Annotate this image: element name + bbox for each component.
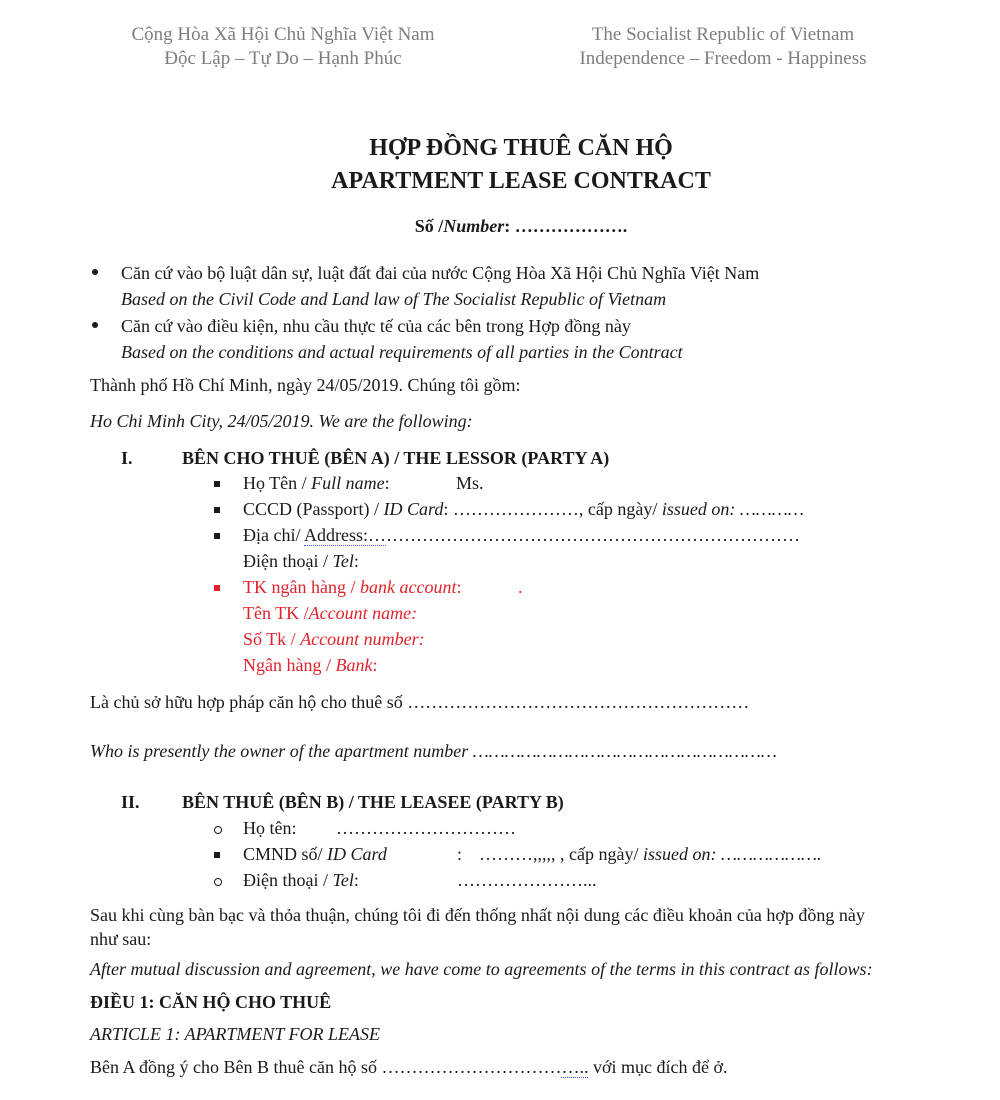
article-1-body (90, 1057, 728, 1078)
national-motto-vi: Độc Lập – Tự Do – Hạnh Phúc (164, 48, 402, 69)
national-name-en: The Socialist Republic of Vietnam (591, 24, 855, 45)
party-a-tel-label-en: Tel (332, 551, 354, 571)
party-a-address-label-en: Address:… (304, 525, 386, 545)
party-b-name-value: ………………………… (336, 818, 516, 838)
party-a-tel-label: Điện thoại / (243, 551, 333, 571)
party-a-bank-colon: : (456, 577, 462, 597)
party-b-id-label: CMND số/ (243, 844, 328, 864)
bank-name-label: Ngân hàng / (243, 655, 336, 675)
party-a-bank-label-en: bank account (359, 577, 457, 597)
number-label-en: Number (443, 216, 505, 236)
party-b-id-colon: : (457, 844, 463, 864)
national-motto-en: Independence – Freedom - Happiness (579, 48, 867, 69)
article-1-body-b: ….. (561, 1057, 589, 1077)
party-b-tel-colon: : (353, 870, 359, 890)
article-1-heading-en: ARTICLE 1: APARTMENT FOR LEASE (90, 1024, 381, 1044)
party-a-owner-en: Who is presently the owner of the apartment number ………………………………………………… (90, 741, 777, 761)
party-a-account-number (243, 629, 425, 650)
basis-1-en: Based on the Civil Code and Land law of The Socialist Republic of Vietnam (121, 289, 667, 309)
party-a-id-rest: : …………………, cấp ngày/ (443, 499, 662, 519)
party-a-name-value: Ms. (456, 473, 484, 493)
square-bullet-icon (214, 533, 220, 539)
party-a-heading: BÊN CHO THUÊ (BÊN A) / THE LESSOR (PARTY A) (182, 448, 610, 468)
party-a-id-label-en: ID Card (383, 499, 444, 519)
party-b-tel-value: …………………... (457, 870, 597, 890)
bank-name-colon: : (372, 655, 378, 675)
square-bullet-icon (214, 507, 220, 513)
circle-bullet-icon (214, 878, 222, 886)
national-title-vi (100, 23, 466, 71)
party-a-bank-name (243, 655, 377, 676)
party-a-address-dots: …………………………………………………………… (386, 525, 800, 545)
party-a-tel-row (243, 551, 359, 572)
place-date-en: Ho Chi Minh City, 24/05/2019. We are the following: (90, 411, 473, 431)
contract-title-vi: HỢP ĐỒNG THUÊ CĂN HỘ (369, 135, 673, 161)
number-value: : ………………. (504, 216, 628, 236)
party-a-name-label-en: Full name (311, 473, 385, 493)
party-a-account-name (243, 603, 417, 624)
basis-2-vi: Căn cứ vào điều kiện, nhu cầu thực tế của các bên trong Hợp đồng này (121, 316, 631, 336)
party-a-tel-colon: : (353, 551, 359, 571)
party-a-id-label: CCCD (Passport) / (243, 499, 384, 519)
contract-number (0, 216, 1000, 237)
party-a-bank-dot: . (518, 577, 523, 597)
party-b-id-label-row (243, 844, 387, 865)
party-a-bank-label: TK ngân hàng / (243, 577, 360, 597)
party-a-name-label: Họ Tên / (243, 473, 312, 493)
bank-name-label-en: Bank (335, 655, 373, 675)
bullet-icon (92, 322, 98, 328)
circle-bullet-icon (214, 826, 222, 834)
party-b-tel-row (243, 870, 359, 891)
party-b-id-rest: ………,,,,, , cấp ngày/ (479, 844, 643, 864)
party-a-owner-vi: Là chủ sở hữu hợp pháp căn hộ cho thuê số ………………………………………………… (90, 692, 750, 712)
article-1-body-a: Bên A đồng ý cho Bên B thuê căn hộ số ………………………… (90, 1057, 562, 1077)
account-name-label: Tên TK / (243, 603, 309, 623)
party-a-numeral: I. (121, 448, 133, 468)
basis-2 (121, 313, 683, 365)
party-b-id-issued: issued on: ………………. (642, 844, 822, 864)
place-date-vi: Thành phố Hồ Chí Minh, ngày 24/05/2019. Chúng tôi gồm: (90, 375, 521, 395)
party-a-address-row (243, 525, 800, 546)
square-bullet-icon (214, 481, 220, 487)
agreement-en: After mutual discussion and agreement, we have come to agreements of the terms in this contract as follows: (90, 959, 873, 979)
party-b-tel-label: Điện thoại / (243, 870, 333, 890)
party-a-id-issued: issued on: ………… (661, 499, 804, 519)
bullet-icon (92, 269, 98, 275)
number-label-vi: Số / (414, 216, 444, 236)
basis-1 (121, 260, 759, 312)
square-bullet-icon (214, 852, 220, 858)
contract-title-en: APARTMENT LEASE CONTRACT (331, 168, 711, 194)
party-a-address-label: Địa chỉ/ (243, 525, 304, 545)
party-b-id-label-en: ID Card (327, 844, 387, 864)
party-b-heading: BÊN THUÊ (BÊN B) / THE LEASEE (PARTY B) (182, 792, 564, 812)
contract-title (0, 132, 1000, 198)
basis-1-vi: Căn cứ vào bộ luật dân sự, luật đất đai của nước Cộng Hòa Xã Hội Chủ Nghĩa Việt Nam (121, 263, 760, 283)
account-number-label-en: Account number: (300, 629, 425, 649)
square-bullet-icon (214, 585, 220, 591)
party-b-tel-label-en: Tel (332, 870, 354, 890)
party-b-numeral: II. (121, 792, 140, 812)
basis-2-en: Based on the conditions and actual requirements of all parties in the Contract (121, 342, 683, 362)
party-b-id-rest-row (479, 844, 822, 865)
agreement-vi-line1: Sau khi cùng bàn bạc và thỏa thuận, chúng tôi đi đến thống nhất nội dung các điều khoản của hợp đồng này (90, 905, 865, 925)
national-name-vi: Cộng Hòa Xã Hội Chủ Nghĩa Việt Nam (131, 24, 435, 45)
article-1-heading-vi: ĐIỀU 1: CĂN HỘ CHO THUÊ (90, 992, 332, 1012)
agreement-vi-line2: như sau: (90, 929, 152, 949)
party-a-name-colon: : (384, 473, 390, 493)
party-a-name-row (243, 473, 390, 494)
account-name-label-en: Account name: (308, 603, 418, 623)
party-b-name-label: Họ tên: (243, 818, 297, 838)
account-number-label: Số Tk / (243, 629, 301, 649)
article-1-body-c: với mục đích để ở. (588, 1057, 728, 1077)
national-title-en (558, 23, 888, 71)
party-a-id-row (243, 499, 804, 520)
party-a-bank-row (243, 577, 461, 598)
